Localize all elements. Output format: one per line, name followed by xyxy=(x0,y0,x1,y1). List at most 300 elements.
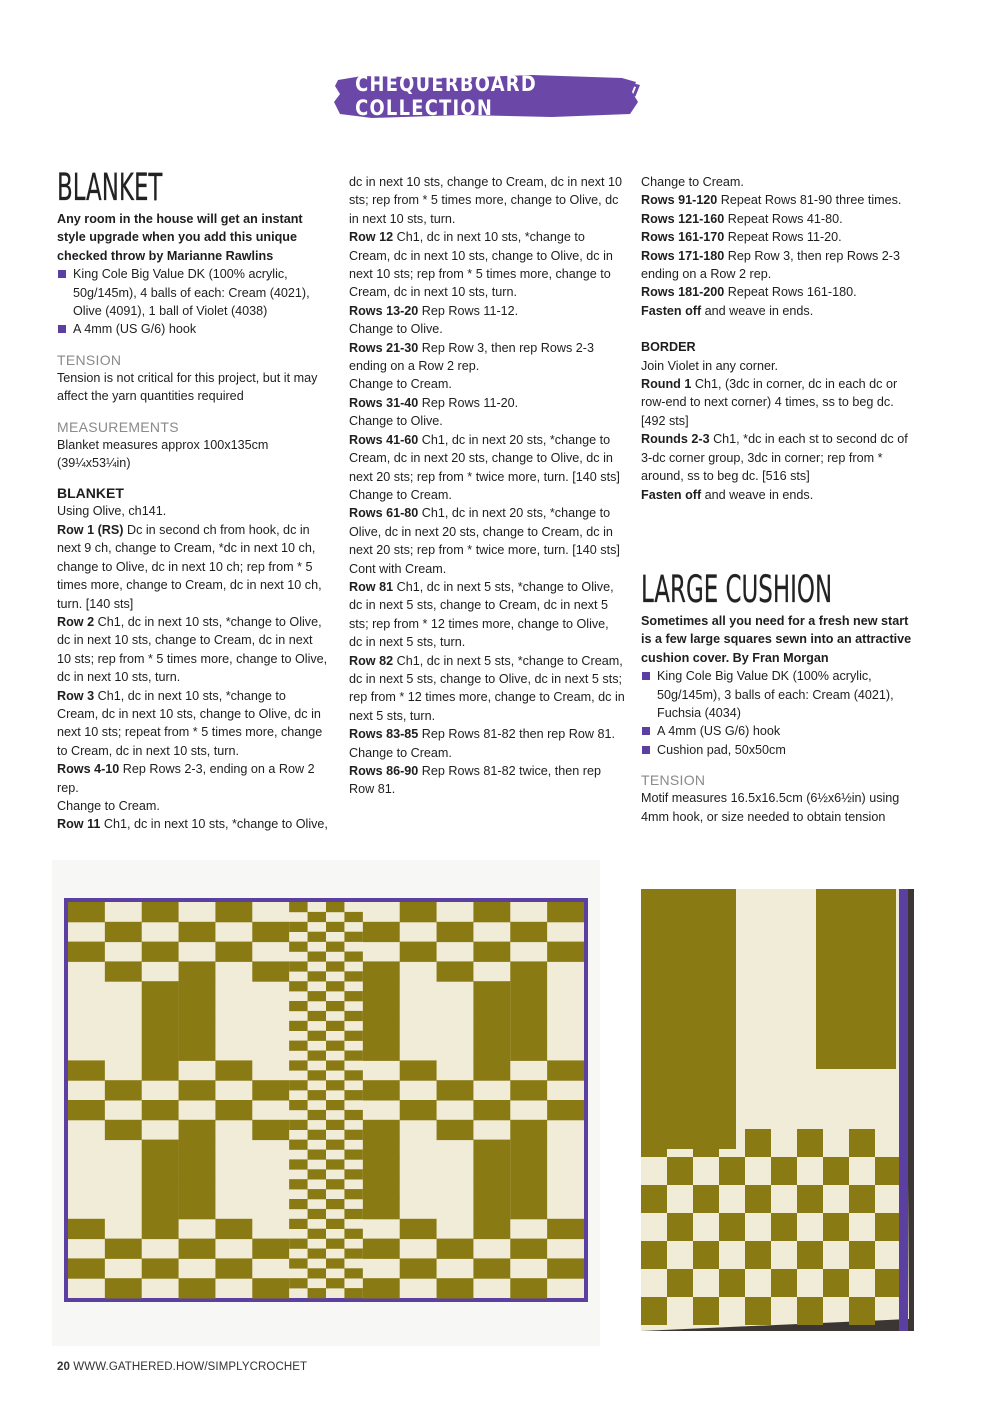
blanket-olive-square xyxy=(510,961,547,981)
row-instruction: Change to Cream. xyxy=(641,175,744,189)
bullet-square-icon xyxy=(58,325,66,333)
material-item: Cushion pad, 50x50cm xyxy=(641,741,913,759)
blanket-checker-square xyxy=(326,1140,344,1150)
tension-text: Tension is not critical for this project, but it may affect the yarn quantities required xyxy=(57,370,318,404)
closeup-checker-square xyxy=(667,1213,693,1241)
blanket-olive-square xyxy=(142,1041,179,1061)
blanket-olive-square xyxy=(547,942,584,962)
blanket-olive-square xyxy=(179,1179,216,1199)
cushion-tension-heading: TENSION xyxy=(641,772,706,789)
pattern-row xyxy=(641,210,913,228)
blanket-checker-square xyxy=(326,902,344,912)
closeup-checker-square xyxy=(641,1297,667,1325)
section-banner xyxy=(332,72,640,120)
blanket-olive-square xyxy=(473,1060,510,1080)
blanket-olive-square xyxy=(510,1199,547,1219)
blanket-olive-square xyxy=(179,1021,216,1041)
pattern-row xyxy=(349,744,625,762)
blanket-checker-square xyxy=(289,1239,307,1249)
blanket-checker-square xyxy=(308,1051,326,1061)
row-label: Rows 21-30 xyxy=(349,340,419,355)
row-label: Row 3 xyxy=(57,688,95,703)
blanket-olive-square xyxy=(547,902,584,922)
pattern-row xyxy=(641,191,913,209)
blanket-olive-square xyxy=(179,1080,216,1100)
blanket-illustration xyxy=(52,860,600,1346)
closeup-checker-square xyxy=(745,1129,771,1157)
row-instruction: Change to Cream. xyxy=(349,377,452,392)
blanket-olive-square xyxy=(363,1021,400,1041)
blanket-olive-square xyxy=(510,1140,547,1160)
pattern-row xyxy=(349,412,625,430)
pattern-row xyxy=(349,375,625,393)
blanket-olive-square xyxy=(510,1278,547,1298)
blanket-olive-square xyxy=(437,1120,474,1140)
row-instruction: Ch1, *dc in each st to second dc of 3-dc corner group, 3dc in corner; rep from * around, ss to beg dc. [516 sts] xyxy=(641,432,908,484)
blanket-olive-square xyxy=(142,1199,179,1219)
row-instruction: Change to Olive. xyxy=(349,414,443,429)
pattern-row xyxy=(641,283,913,301)
closeup-checker-square xyxy=(849,1297,875,1325)
blanket-checker-square xyxy=(308,1209,326,1219)
pattern-row xyxy=(349,486,625,504)
blanket-olive-square xyxy=(68,902,105,922)
closeup-checker-square xyxy=(797,1129,823,1157)
blanket-checker-square xyxy=(326,942,344,952)
row-instruction: Ch1, dc in next 10 sts, *change to Cream, dc in next 10 sts, change to Olive, dc in next 10 sts; rep from * 5 times more, change to Cream, dc in next 10 sts, turn. xyxy=(349,230,613,300)
blanket-checker-square xyxy=(326,1258,344,1268)
blanket-checker-square xyxy=(289,942,307,952)
blanket-checker-square xyxy=(344,1110,362,1120)
row-instruction: Repeat Rows 11-20. xyxy=(724,230,842,245)
closeup-olive-block xyxy=(816,889,896,1069)
row-instruction: Rep Row 3, then rep Rows 2-3 ending on a Row 2 rep. xyxy=(349,340,594,374)
blanket-checker-square xyxy=(326,1278,344,1288)
blanket-olive-square xyxy=(400,1219,437,1239)
closeup-checker-square xyxy=(823,1213,849,1241)
blanket-checker-square xyxy=(344,1011,362,1021)
blanket-checker-square xyxy=(308,1110,326,1120)
pattern-row xyxy=(641,486,913,504)
closeup-checker-square xyxy=(745,1297,771,1325)
pattern-row xyxy=(57,521,329,613)
blanket-olive-square xyxy=(473,1100,510,1120)
blanket-checker-square xyxy=(308,1229,326,1239)
material-item: King Cole Big Value DK (100% acrylic, 50g/145m), 3 balls of each: Cream (4021), Fuchsia (4034) xyxy=(641,667,913,722)
blanket-olive-square xyxy=(363,1001,400,1021)
blanket-checker-square xyxy=(289,922,307,932)
blanket-checker-square xyxy=(308,932,326,942)
row-label: Rows 91-120 xyxy=(641,193,718,208)
row-label: Row 1 (RS) xyxy=(57,522,124,537)
blanket-olive-square xyxy=(473,981,510,1001)
blanket-checker-square xyxy=(326,961,344,971)
blanket-checker-square xyxy=(326,1001,344,1011)
blanket-olive-square xyxy=(179,1041,216,1061)
blanket-checker-square xyxy=(344,1031,362,1041)
row-label: Rows 181-200 xyxy=(641,285,725,300)
blanket-checker-square xyxy=(289,1021,307,1031)
pattern-row xyxy=(349,762,625,799)
closeup-checker-square xyxy=(641,1129,667,1157)
blanket-checker-square xyxy=(344,932,362,942)
pattern-row xyxy=(57,797,329,815)
cushion-materials-list xyxy=(641,667,913,759)
blanket-olive-square xyxy=(142,1179,179,1199)
row-label: Fasten off xyxy=(641,303,702,318)
pattern-row xyxy=(57,687,329,761)
blanket-olive-square xyxy=(437,922,474,942)
blanket-olive-square xyxy=(363,922,400,942)
row-label: Rows 31-40 xyxy=(349,395,419,410)
blanket-checker-square xyxy=(289,1060,307,1070)
closeup-checker-square xyxy=(771,1213,797,1241)
row-instruction: Rep Rows 81-82 then rep Row 81. xyxy=(418,727,616,742)
blanket-olive-square xyxy=(215,902,252,922)
closeup-checker-square xyxy=(693,1241,719,1269)
blanket-checker-square xyxy=(344,991,362,1001)
blanket-checker-square xyxy=(308,1189,326,1199)
column-3 xyxy=(641,173,913,826)
blanket-olive-square xyxy=(363,1159,400,1179)
measurements-text: Blanket measures approx 100x135cm (39¼x53¼in) xyxy=(57,437,269,471)
blanket-checker-square xyxy=(344,1249,362,1259)
blanket-checker-square xyxy=(289,1041,307,1051)
pattern-row xyxy=(641,228,913,246)
pattern-row xyxy=(349,560,625,578)
closeup-checker-square xyxy=(875,1157,901,1185)
blanket-checker-square xyxy=(326,981,344,991)
row-instruction: Rep Rows 11-12. xyxy=(418,303,519,318)
blanket-checker-square xyxy=(326,1239,344,1249)
blanket-olive-square xyxy=(473,1258,510,1278)
bullet-square-icon xyxy=(642,672,650,680)
blanket-closeup-illustration xyxy=(641,889,914,1331)
blanket-olive-square xyxy=(179,1140,216,1160)
blanket-olive-square xyxy=(437,961,474,981)
material-item: A 4mm (US G/6) hook xyxy=(57,320,329,338)
blanket-checker-square xyxy=(289,1159,307,1169)
blanket-olive-square xyxy=(179,1001,216,1021)
column-2 xyxy=(349,173,625,799)
row-instruction: and weave in ends. xyxy=(701,303,814,318)
blanket-olive-square xyxy=(252,1278,289,1298)
blanket-checker-square xyxy=(344,1150,362,1160)
blanket-checker-square xyxy=(289,1179,307,1189)
blanket-olive-square xyxy=(142,1219,179,1239)
row-list xyxy=(641,357,913,504)
blanket-olive-square xyxy=(547,1100,584,1120)
closeup-checker-square xyxy=(667,1157,693,1185)
blanket-checker-square xyxy=(289,981,307,991)
blanket-checker-square xyxy=(326,1159,344,1169)
blanket-checker-square xyxy=(308,1169,326,1179)
row-instruction: Rep Rows 11-20. xyxy=(418,395,519,410)
row-instruction: Change to Cream. xyxy=(57,798,160,813)
row-label: Rows 83-85 xyxy=(349,727,419,742)
blanket-olive-square xyxy=(510,1021,547,1041)
row-instruction: Ch1, (3dc in corner, dc in each dc or row-end to next corner) 4 times, ss to beg dc. [492 sts] xyxy=(641,377,898,428)
blanket-checker-square xyxy=(344,1209,362,1219)
row-label: Rows 61-80 xyxy=(349,506,419,521)
blanket-checker-square xyxy=(344,952,362,962)
closeup-checker-square xyxy=(849,1241,875,1269)
blanket-checker-square xyxy=(289,1278,307,1288)
blanket-olive-square xyxy=(510,981,547,1001)
row-instruction: Ch1, dc in next 10 sts, *change to Cream, dc in next 10 sts, change to Olive, dc in next 10 sts; repeat from * 5 times more, change to Cream, dc in next 10 sts, turn. xyxy=(57,688,323,758)
blanket-olive-square xyxy=(363,1179,400,1199)
closeup-checker-square xyxy=(771,1157,797,1185)
cushion-intro: Sometimes all you need for a fresh new start is a few large squares sewn into an attractive cushion cover. By Fran Morgan xyxy=(641,613,912,665)
blanket-olive-square xyxy=(105,1278,142,1298)
blanket-olive-square xyxy=(142,1258,179,1278)
blanket-checker-square xyxy=(289,902,307,912)
blanket-checker-square xyxy=(344,1090,362,1100)
blanket-checker-square xyxy=(326,1179,344,1189)
blanket-checker-square xyxy=(344,1268,362,1278)
blanket-checker-square xyxy=(308,1150,326,1160)
blanket-checker-square xyxy=(326,1120,344,1130)
closeup-checker-square xyxy=(797,1241,823,1269)
pattern-row xyxy=(349,652,625,726)
blanket-checker-square xyxy=(344,1130,362,1140)
blanket-olive-square xyxy=(215,1060,252,1080)
pattern-row xyxy=(57,613,329,687)
row-label: Rounds 2-3 xyxy=(641,432,710,447)
row-instruction: Ch1, dc in next 5 sts, *change to Olive, dc in next 5 sts, change to Cream, dc in next 5 sts; rep from * 12 times more, change to Olive, dc in next 5 sts, turn. xyxy=(349,579,614,650)
blanket-checker-square xyxy=(308,991,326,1001)
blanket-title: BLANKET xyxy=(57,166,163,209)
blanket-checker-square xyxy=(308,1249,326,1259)
blanket-olive-square xyxy=(68,1258,105,1278)
blanket-checker-square xyxy=(344,971,362,981)
blanket-checker-square xyxy=(308,971,326,981)
closeup-checker-square xyxy=(693,1129,719,1157)
blanket-checker-square xyxy=(326,1060,344,1070)
blanket-checker-square xyxy=(308,912,326,922)
pattern-start: Using Olive, ch141. xyxy=(57,504,167,519)
pattern-row xyxy=(349,339,625,376)
blanket-checker-square xyxy=(326,1021,344,1031)
blanket-olive-square xyxy=(363,1278,400,1298)
blanket-olive-square xyxy=(142,1001,179,1021)
blanket-olive-square xyxy=(179,1159,216,1179)
row-label: Rows 121-160 xyxy=(641,211,725,226)
pattern-row xyxy=(57,760,329,797)
row-instruction: Dc in second ch from hook, dc in next 9 ch, change to Cream, *dc in next 10 ch, change to Olive, dc in next 10 ch; rep from * 5 times more, change to Cream, dc in next 10 ch, turn. [140 sts] xyxy=(57,522,322,611)
page-number: 20 xyxy=(57,1361,70,1373)
row-label: Round 1 xyxy=(641,377,692,392)
row-instruction: Change to Olive. xyxy=(349,322,443,337)
pattern-row xyxy=(641,173,913,191)
blanket-checker-square xyxy=(289,1080,307,1090)
row-instruction: Ch1, dc in next 10 sts, *change to Olive, xyxy=(100,817,328,832)
blanket-checker-square xyxy=(344,1229,362,1239)
pattern-row xyxy=(349,504,625,559)
border-heading: BORDER xyxy=(641,340,696,355)
blanket-olive-square xyxy=(252,961,289,981)
pattern-row xyxy=(641,375,913,430)
row-list xyxy=(349,173,625,799)
blanket-olive-square xyxy=(400,902,437,922)
closeup-checker-square xyxy=(745,1241,771,1269)
blanket-olive-square xyxy=(142,981,179,1001)
blanket-checker-square xyxy=(308,1130,326,1140)
blanket-checker-square xyxy=(344,1051,362,1061)
row-label: Fasten off xyxy=(641,487,702,502)
blanket-olive-square xyxy=(142,1060,179,1080)
blanket-olive-square xyxy=(252,922,289,942)
blanket-olive-square xyxy=(510,1080,547,1100)
row-label: Rows 41-60 xyxy=(349,432,419,447)
blanket-olive-square xyxy=(68,1219,105,1239)
row-instruction: Repeat Rows 41-80. xyxy=(724,211,843,226)
row-label: Row 82 xyxy=(349,653,394,668)
closeup-checker-square xyxy=(693,1297,719,1325)
cushion-tension-text: Motif measures 16.5x16.5cm (6½x6½in) using 4mm hook, or size needed to obtain tension xyxy=(641,791,900,824)
blanket-olive-square xyxy=(179,961,216,981)
blanket-olive-square xyxy=(363,1041,400,1061)
blanket-checker-square xyxy=(308,1090,326,1100)
row-label: Rows 161-170 xyxy=(641,230,725,245)
blanket-checker-square xyxy=(326,922,344,932)
closeup-checker-square xyxy=(875,1213,901,1241)
blanket-olive-square xyxy=(363,981,400,1001)
blanket-checker-square xyxy=(308,1011,326,1021)
closeup-checker-square xyxy=(641,1185,667,1213)
pattern-row xyxy=(349,431,625,486)
row-instruction: Join Violet in any corner. xyxy=(641,358,778,373)
pattern-row xyxy=(641,430,913,485)
row-label: Row 81 xyxy=(349,579,394,594)
closeup-checker-square xyxy=(849,1185,875,1213)
pattern-row xyxy=(349,228,625,302)
blanket-olive-square xyxy=(363,1120,400,1140)
blanket-olive-square xyxy=(547,1060,584,1080)
blanket-checker-square xyxy=(326,1219,344,1229)
blanket-olive-square xyxy=(142,1100,179,1120)
blanket-olive-square xyxy=(68,942,105,962)
closeup-checker-square xyxy=(823,1157,849,1185)
blanket-olive-square xyxy=(252,1120,289,1140)
blanket-olive-square xyxy=(252,1239,289,1259)
blanket-olive-square xyxy=(510,1041,547,1061)
blanket-olive-square xyxy=(142,1140,179,1160)
pattern-row xyxy=(57,815,329,833)
bullet-square-icon xyxy=(58,270,66,278)
blanket-olive-square xyxy=(473,1219,510,1239)
blanket-olive-square xyxy=(363,961,400,981)
blanket-olive-square xyxy=(68,1100,105,1120)
blanket-checker-square xyxy=(289,1001,307,1011)
blanket-olive-square xyxy=(473,902,510,922)
pattern-row xyxy=(349,173,625,228)
bullet-square-icon xyxy=(642,727,650,735)
row-instruction: Repeat Rows 161-180. xyxy=(724,285,857,300)
blanket-checker-square xyxy=(326,1080,344,1090)
blanket-checker-square xyxy=(344,1070,362,1080)
row-label: Rows 86-90 xyxy=(349,764,419,778)
closeup-checker-square xyxy=(875,1269,901,1297)
blanket-checker-square xyxy=(344,1169,362,1179)
tension-heading: TENSION xyxy=(57,351,122,368)
blanket-olive-square xyxy=(510,922,547,942)
row-list xyxy=(641,173,913,320)
blanket-olive-square xyxy=(473,1021,510,1041)
blanket-olive-square xyxy=(215,1100,252,1120)
row-instruction: and weave in ends. xyxy=(701,487,814,502)
blanket-olive-square xyxy=(473,1159,510,1179)
closeup-checker-square xyxy=(641,1241,667,1269)
row-instruction: Rep Rows 2-3, ending on a Row 2 rep. xyxy=(57,762,315,795)
cushion-title: LARGE CUSHION xyxy=(641,567,833,611)
closeup-violet-edge xyxy=(899,889,908,1331)
pattern-row xyxy=(349,725,625,743)
blanket-olive-square xyxy=(473,1199,510,1219)
row-label: Row 11 xyxy=(57,817,101,832)
blanket-olive-square xyxy=(105,1120,142,1140)
blanket-closeup-photo xyxy=(641,889,914,1331)
page-footer xyxy=(57,1361,307,1373)
blanket-checker-square xyxy=(344,1189,362,1199)
blanket-olive-square xyxy=(473,1041,510,1061)
blanket-olive-square xyxy=(179,1239,216,1259)
row-instruction: Rep Row 3, then rep Rows 2-3 ending on a Row 2 rep. xyxy=(641,248,901,282)
blanket-olive-square xyxy=(363,1080,400,1100)
closeup-checker-square xyxy=(849,1129,875,1157)
material-item: A 4mm (US G/6) hook xyxy=(641,722,913,740)
pattern-row xyxy=(349,394,625,412)
closeup-checker-square xyxy=(745,1185,771,1213)
blanket-olive-square xyxy=(142,1021,179,1041)
blanket-olive-square xyxy=(510,1001,547,1021)
blanket-olive-square xyxy=(547,1258,584,1278)
closeup-checker-square xyxy=(771,1269,797,1297)
blanket-olive-square xyxy=(437,1239,474,1259)
blanket-olive-square xyxy=(215,1258,252,1278)
blanket-olive-square xyxy=(215,942,252,962)
blanket-olive-square xyxy=(547,1219,584,1239)
blanket-olive-square xyxy=(510,1159,547,1179)
blanket-checker-square xyxy=(289,1258,307,1268)
row-instruction: Ch1, dc in next 5 sts, *change to Cream, dc in next 5 sts, change to Olive, dc in next 5 sts; rep from * 12 times more, change to Cream, dc in next 5 sts, turn. xyxy=(349,653,625,723)
closeup-checker-square xyxy=(797,1185,823,1213)
closeup-olive-block xyxy=(641,889,736,1149)
blanket-olive-square xyxy=(400,1100,437,1120)
blanket-olive-square xyxy=(105,922,142,942)
row-label: Rows 13-20 xyxy=(349,303,419,318)
pattern-row xyxy=(641,302,913,320)
blanket-olive-square xyxy=(510,1179,547,1199)
blanket-olive-square xyxy=(179,1199,216,1219)
banner-title: CHEQUERBOARD COLLECTION xyxy=(355,72,537,120)
blanket-olive-square xyxy=(68,1060,105,1080)
measurements-heading: MEASUREMENTS xyxy=(57,418,179,435)
blanket-checker-square xyxy=(308,1268,326,1278)
blanket-olive-square xyxy=(473,1001,510,1021)
blanket-checker-square xyxy=(326,1041,344,1051)
blanket-checker-square xyxy=(289,1100,307,1110)
pattern-heading: BLANKET xyxy=(57,485,124,502)
blanket-olive-square xyxy=(363,1239,400,1259)
blanket-olive-square xyxy=(179,981,216,1001)
blanket-checker-square xyxy=(326,1100,344,1110)
blanket-olive-square xyxy=(510,1239,547,1259)
blanket-olive-square xyxy=(473,1179,510,1199)
blanket-checker-square xyxy=(289,1120,307,1130)
pattern-row xyxy=(349,578,625,652)
blanket-olive-square xyxy=(215,1219,252,1239)
